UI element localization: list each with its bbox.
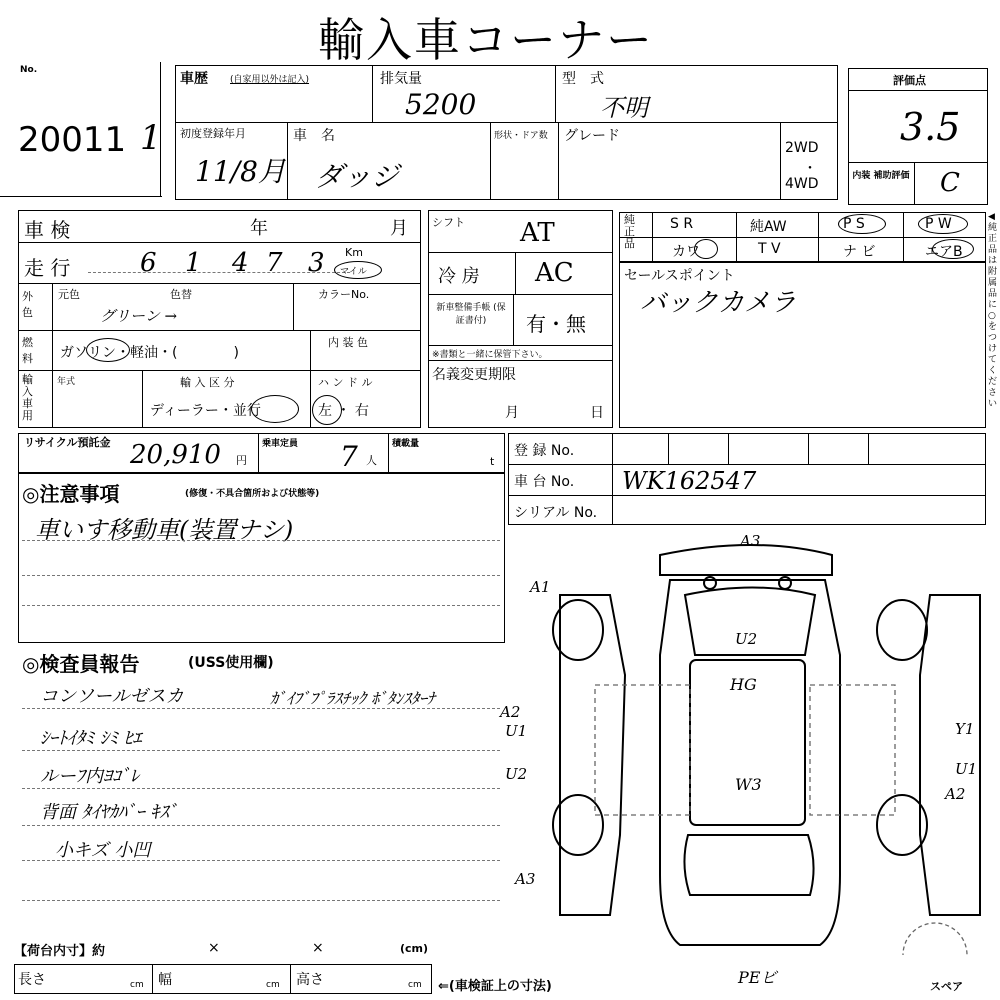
genuine-item: T V: [758, 241, 781, 257]
windshield-outline: [684, 835, 813, 895]
vehicle-diagram: [540, 535, 1000, 955]
handle-value: 左 ・ 右: [318, 403, 369, 419]
diagram-mark: A2: [945, 785, 966, 803]
caution-note: (修復・不具合箇所および状態等): [185, 489, 320, 499]
displacement-value: 5200: [405, 88, 477, 121]
manual-note: ※書類と一緒に保管下さい。: [432, 350, 548, 360]
name-change-label: 名義変更期限: [432, 367, 516, 383]
caution-label: ◎注意事項: [22, 482, 120, 506]
shaken-month-label: 月: [390, 218, 408, 239]
right-panel-dashed: [810, 685, 895, 815]
diagram-mark: A3: [740, 532, 761, 550]
spare-label: スペア: [930, 980, 963, 993]
header-row-divider: [175, 122, 838, 123]
recycle-value: 20,910: [130, 440, 221, 470]
cargo-unit: (cm): [400, 942, 429, 955]
cargo-cm: cm: [266, 980, 280, 990]
model-value: 不明: [600, 94, 648, 122]
interior-score-value: C: [940, 168, 960, 198]
reg-no-label: 登 録 No.: [514, 443, 575, 459]
cargo-box: [14, 964, 432, 994]
cargo-width: 幅: [158, 972, 172, 988]
diagram-mark: A2: [500, 703, 521, 721]
page-title: 輸入車コーナー: [318, 13, 654, 67]
diagram-mark: A1: [530, 578, 551, 596]
displacement-label: 排気量: [380, 71, 422, 87]
cargo-label: 【荷台内寸】約: [14, 944, 106, 959]
load-label: 積載量: [392, 439, 420, 449]
score-value: 3.5: [900, 105, 961, 149]
cargo-x2: ×: [312, 940, 324, 956]
inspector-note: (USS使用欄): [188, 655, 274, 671]
recycle-label: リサイクル預託金: [24, 436, 111, 449]
handle-label: ハ ン ド ル: [318, 376, 373, 389]
mileage-digit: 6: [140, 248, 157, 278]
drive-dot: ・: [803, 161, 817, 177]
diagram-mark: Y1: [955, 720, 975, 738]
diagram-mark: U2: [735, 630, 758, 648]
capacity-label: 乗車定員: [262, 439, 299, 449]
car-name-value: ダッジ: [315, 160, 400, 193]
left-panel-dashed: [595, 685, 690, 815]
lot-suffix: 1: [140, 118, 162, 158]
exterior-label: 外色: [22, 290, 33, 319]
right-door-outline: [920, 595, 980, 915]
recycle-unit: 円: [236, 454, 247, 467]
genuine-item: ナ ビ: [843, 244, 876, 260]
caution-line: 車いす移動車(装置ナシ): [35, 516, 294, 544]
manual-value: 有・無: [526, 312, 586, 336]
inspector-line: コンソールゼスカ: [40, 686, 184, 707]
genuine-item: P S: [843, 216, 865, 232]
import-label: 輸入車用: [22, 373, 33, 422]
km-label: Km: [345, 246, 363, 259]
lot-divider-bottom: [0, 196, 162, 197]
genuine-circle: [918, 214, 968, 234]
repaint-label: 色替: [170, 288, 192, 301]
genuine-label: 純正品: [624, 213, 635, 250]
first-reg-label: 初度登録年月: [180, 127, 246, 140]
shift-label: シフト: [432, 216, 465, 229]
fuel-circle: [86, 338, 130, 362]
cargo-note: ⇐(車検証上の寸法): [438, 979, 552, 994]
serial-label: シリアル No.: [514, 505, 598, 521]
mileage-digit: 7: [266, 248, 283, 278]
cargo-height: 高さ: [296, 972, 324, 988]
capacity-value: 7: [340, 440, 358, 473]
mile-circle: [334, 261, 382, 279]
inspector-label: ◎検査員報告: [22, 652, 140, 676]
inspector-right-line: ｶﾞｲﾌﾞﾌﾟﾗｽﾁｯｸ ﾎﾞﾀﾝｽﾀｰﾅ: [270, 689, 436, 708]
drive-2wd: 2WD: [785, 140, 819, 156]
capacity-unit: 人: [366, 454, 377, 467]
inspector-line: ｼｰﾄｲﾀﾐ ｼﾐ ﾋｴ: [40, 728, 142, 749]
load-unit: t: [490, 455, 495, 468]
right-rear-tire: [877, 600, 927, 660]
genuine-item: P W: [925, 216, 952, 232]
diagram-mark: A3: [515, 870, 536, 888]
sales-point-label: セールスポイント: [624, 268, 735, 284]
import-type-label: 輸 入 区 分: [180, 376, 235, 389]
lot-number: 20011: [18, 120, 127, 160]
cargo-x1: ×: [208, 940, 220, 956]
chassis-value: WK162547: [622, 467, 757, 495]
fuel-label: 燃料: [22, 336, 33, 365]
history-note: (自家用以外は記入): [230, 75, 310, 85]
import-type-value: ディーラー・並行: [150, 403, 261, 419]
manual-label: 新車整備手帳 (保証書付): [436, 303, 506, 326]
mileage-label: 走 行: [24, 256, 71, 280]
cargo-cm: cm: [408, 980, 422, 990]
shaken-label: 車 検: [24, 218, 71, 242]
mileage-digit: 3: [308, 248, 325, 278]
genuine-circle: [694, 239, 718, 259]
history-label: 車歴: [180, 71, 208, 87]
inspector-line: ルーﾌ内ﾖｺﾞﾚ: [40, 766, 139, 787]
score-label: 評価点: [893, 74, 926, 87]
genuine-item: カワ: [672, 244, 700, 260]
import-circle: [251, 395, 299, 423]
lot-no-label: No.: [20, 65, 38, 75]
shaken-year-label: 年: [250, 218, 268, 239]
genuine-item: エアB: [925, 244, 963, 260]
name-change-month: 月: [505, 405, 519, 421]
diagram-mark: U1: [955, 760, 978, 778]
diagram-mark: HG: [730, 675, 757, 694]
left-door-outline: [560, 595, 625, 915]
diagram-mark: U2: [505, 765, 528, 783]
name-change-day: 日: [590, 405, 604, 421]
diagram-mark: W3: [735, 775, 762, 794]
model-year-label: 年式: [57, 377, 76, 387]
handle-circle: [312, 395, 342, 425]
chassis-label: 車 台 No.: [514, 474, 575, 490]
spare-tire-dashed: [903, 923, 967, 955]
grade-label: グレード: [564, 128, 620, 144]
interior-score-label: 内装 補助評価: [852, 171, 910, 181]
sales-point-value: バックカメラ: [640, 288, 797, 318]
aircon-value: AC: [535, 258, 574, 288]
car-name-label: 車 名: [293, 128, 335, 144]
lot-divider: [160, 62, 161, 197]
interior-color-label: 内 装 色: [328, 336, 368, 349]
genuine-circle: [932, 239, 974, 259]
inspector-line: 小キズ 小凹: [55, 840, 151, 861]
drive-4wd: 4WD: [785, 176, 819, 192]
aircon-label: 冷 房: [438, 266, 480, 287]
inspector-line: 背面 ﾀｲﾔｶﾊﾞｰ ｷｽﾞ: [40, 802, 178, 823]
cargo-cm: cm: [130, 980, 144, 990]
genuine-item: 純AW: [750, 219, 787, 235]
model-label: 型 式: [562, 71, 604, 87]
orig-color-label: 元色: [58, 288, 80, 301]
diagram-mark: U1: [505, 722, 528, 740]
mileage-digit: 1: [185, 248, 202, 278]
fuel-options: ガソリン・軽油・( ): [60, 345, 239, 361]
color-value: グリーン →: [100, 307, 178, 325]
rear-light-left: [704, 577, 716, 589]
genuine-circle: [838, 214, 886, 234]
pebe-mark: PEビ: [738, 968, 777, 987]
mileage-digit: 4: [232, 248, 249, 278]
genuine-item: S R: [670, 216, 694, 232]
rear-light-right: [779, 577, 791, 589]
shape-label: 形状・ドア数: [494, 131, 548, 141]
color-no-label: カラーNo.: [318, 288, 370, 301]
first-reg-value: 11/8月: [195, 155, 286, 188]
cargo-length: 長さ: [18, 972, 46, 988]
shift-value: AT: [520, 218, 555, 248]
mile-label: マイル: [340, 267, 367, 277]
side-note: ◀純正品は附属品に○をつけてください: [988, 212, 998, 409]
